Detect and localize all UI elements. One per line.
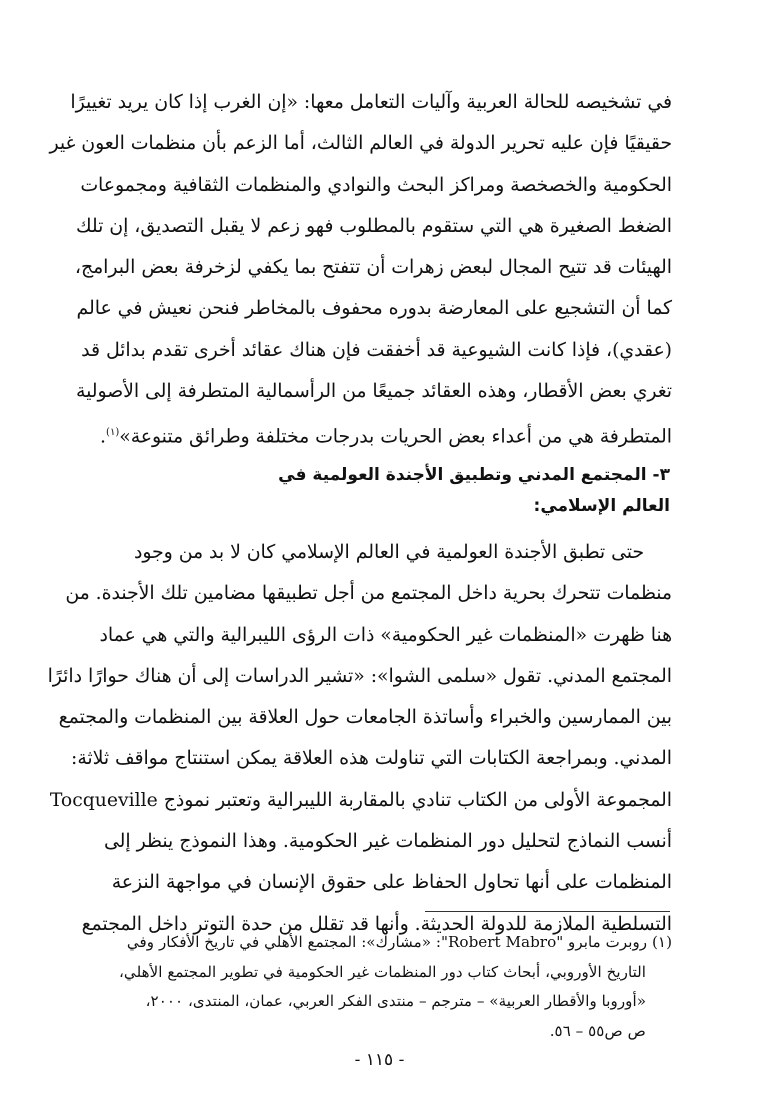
- heading-line: ٣- المجتمع المدني وتطبيق الأجندة العولمية في: [278, 464, 670, 485]
- sentence-period: .: [100, 426, 107, 448]
- text-line: كما أن التشجيع على المعارضة بدوره محفوف بالمخاطر فنحن نعيش في عالم: [76, 298, 672, 320]
- text-line: المنظمات على أنها تحاول الحفاظ على حقوق الإنسان في مواجهة النزعة: [111, 872, 672, 894]
- page-number: - ١١٥ -: [354, 1050, 405, 1070]
- text-line: في تشخيصه للحالة العربية وآليات التعامل معها: «إن الغرب إذا كان يريد تغييرًا: [70, 92, 672, 113]
- footnote: [60, 928, 672, 1046]
- text-line: الضغط الصغيرة هي التي ستقوم بالمطلوب فهو زعم لا يقبل التصديق، إن تلك: [76, 215, 672, 237]
- text-line-last: [60, 412, 672, 458]
- body-text: [47, 82, 672, 945]
- text-line: بين الممارسين والخبراء وأساتذة الجامعات حول العلاقة بين المنظمات والمجتمع: [58, 707, 672, 729]
- text-line: التسلطية الملازمة للدولة الحديثة. وأنها قد تقلل من حدة التوتر داخل المجتمع: [81, 913, 672, 935]
- text-line: حتى تطبق الأجندة العولمية في العالم الإسلامي كان لا بد من وجود: [133, 541, 644, 563]
- footnote-reference: (١): [106, 427, 120, 439]
- text-line: منظمات تتحرك بحرية داخل المجتمع من أجل تطبيقها مضامين تلك الأجندة. من: [65, 583, 672, 605]
- footnote-line: التاريخ الأوروبي، أبحاث كتاب دور المنظمات غير الحكومية في تطوير المجتمع الأهلي،: [119, 962, 646, 981]
- text-line: المجتمع المدني. تقول «سلمى الشوا»: «تشير الدراسات إلى أن هناك حوارًا دائرًا: [47, 665, 672, 687]
- text-line: هنا ظهرت «المنظمات غير الحكومية» ذات الرؤى الليبرالية والتي هي عماد: [99, 624, 672, 646]
- text-line: المدني. وبمراجعة الكتابات التي تناولت هذه العلاقة يمكن استنتاج مواقف ثلاثة:: [71, 748, 672, 770]
- footnote-line: «أوروبا والأقطار العربية» – مترجم – منتدى الفكر العربي، عمان، المنتدى، ٢٠٠٠،: [145, 992, 646, 1010]
- footnote-line: (١) روبرت مابرو "Robert Mabro": «مشارك»: المجتمع الأهلي في تاريخ الأفكار وفي: [126, 933, 672, 951]
- section-heading: [60, 460, 672, 522]
- text-line: الحكومية والخصخصة ومراكز البحث والنوادي والمنظمات الثقافية ومجموعات: [80, 174, 672, 196]
- text-line: (عقدي)، فإذا كانت الشيوعية قد أخفقت فإن هناك عقائد أخرى تقدم بدائل قد: [81, 339, 672, 361]
- paragraph-2: [47, 532, 672, 945]
- text-line: تغري بعض الأقطار، وهذه العقائد جميعًا من الرأسمالية المتطرفة إلى الأصولية: [76, 381, 672, 403]
- paragraph-1: [49, 82, 672, 458]
- text-line: أنسب النماذج لتحليل دور المنظمات غير الحكومية. وهذا النموذج ينظر إلى: [104, 831, 672, 853]
- text-line: الهيئات قد تتيح المجال لبعض زهرات أن تتفتح بما يكفي لزخرفة بعض البرامج،: [74, 257, 672, 279]
- footnote-line: ص ص٥٥ – ٥٦.: [549, 1021, 646, 1040]
- text-fragment: المتطرفة هي من أعداء بعض الحريات بدرجات مختلفة وطرائق متنوعة»: [119, 426, 672, 448]
- text-line: حقيقيًا فإن عليه تحرير الدولة في العالم الثالث، أما الزعم بأن منظمات العون غير: [49, 133, 672, 155]
- footnote-divider: [425, 911, 670, 912]
- heading-line: العالم الإسلامي:: [533, 495, 670, 516]
- text-line: المجموعة الأولى من الكتاب تنادي بالمقاربة الليبرالية وتعتبر نموذج Tocqueville: [49, 789, 672, 811]
